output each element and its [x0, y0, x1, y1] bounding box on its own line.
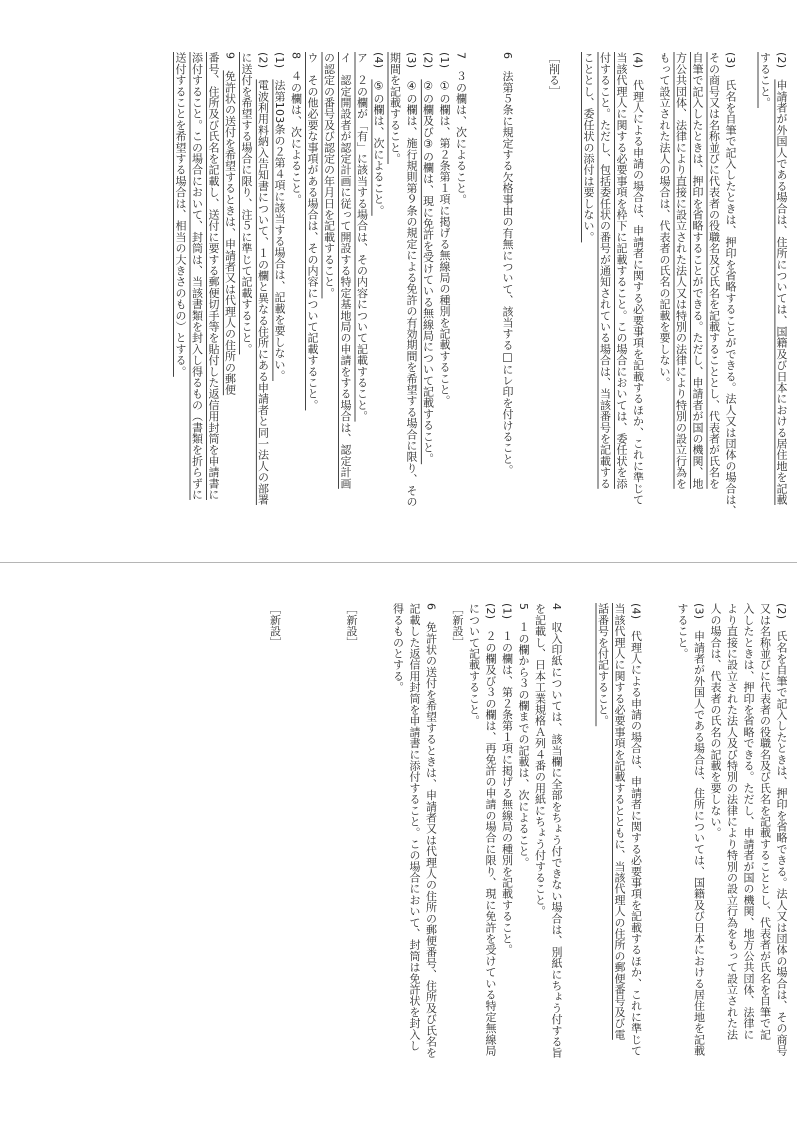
text-line [452, 52, 469, 205]
plain-text: (3) 申請者が外国人である場合は、住所については、国籍及び日本における居住地を記載 [692, 603, 706, 1056]
text-line [389, 603, 406, 693]
plain-text: (1) [273, 52, 286, 80]
underlined-text: すること。 [758, 52, 772, 108]
text-line [337, 52, 354, 489]
text-line [705, 52, 722, 489]
plain-text: (2) 氏名を自筆で記入したときは、押印を省略できる。法人又は団体の場合は、その商号 [775, 603, 788, 1056]
text-line [545, 52, 562, 97]
plain-text: 人の場合は、代表者の氏名の記載を要しない。 [709, 603, 722, 839]
plain-text: 7 ３の欄は、次によること。 [454, 52, 468, 205]
text-line [386, 52, 403, 164]
text-line [238, 52, 255, 354]
text-line [690, 603, 707, 1056]
plain-text: (4) 代理人による申請の場合は、申請者に関する必要事項を記載するほか、これに準じて [629, 603, 643, 1056]
text-line [320, 52, 337, 298]
underlined-text: ②の欄及び③の欄は、現に免許を受けている無線局について記載すること。 [421, 79, 435, 465]
text-line [531, 603, 548, 917]
text-line [627, 603, 644, 1056]
text-line [773, 603, 790, 1056]
plain-text: (3) ④の欄は、施行規則第９条の規定による免許の有効期間を希望する場合に限り、その [405, 52, 418, 507]
text-line [756, 52, 773, 108]
underlined-text: の認定の番号及び認定の年月日を記載すること。 [322, 52, 336, 299]
plain-text: 5 １の欄から３の欄までの記載は、次によること。 [517, 603, 530, 868]
plain-text: ［新設］ [451, 603, 464, 648]
text-line [499, 52, 516, 476]
plain-text: (4) [372, 52, 385, 80]
plain-text: (2) ２の欄及び３の欄は、再免許の申請の場合に限り、現に免許を受けている特定無線局 [484, 603, 497, 1056]
underlined-text: 送付することを希望する場合は、相当の大きさのもの）とする。 [174, 52, 187, 377]
underlined-text: 自筆で記入したときは、押印を省略することができる。ただし、申請者が国の機関、地 [691, 52, 704, 489]
plain-text: (3) 氏名を自筆で記入したときは、押印を省略することができる。法人又は団体の場合は、 [724, 52, 737, 517]
plain-text: すること。 [676, 603, 689, 659]
text-line [594, 603, 611, 726]
underlined-text: その商号又は名称並びに代表者の役職名及び氏名を記載することとし、代表者が氏名を [707, 52, 721, 489]
underlined-text: 添付すること。この場合において、封筒は、当該書類を封入し得るもの（書類を折らずに [190, 52, 204, 500]
plain-text: もって設立された法人の場合は、代表者の氏名の記載を要しない。 [658, 52, 671, 388]
section-divider [0, 562, 797, 563]
text-line [353, 52, 370, 422]
text-line [707, 603, 724, 838]
plain-text: 9 [223, 52, 237, 71]
plain-text: ［新設］ [268, 603, 282, 648]
plain-text: を記載し、日本工業規格Ａ列４番の用紙にちょう付すること。 [533, 603, 547, 917]
underlined-text: ア ２の欄が「有」に該当する場合は、その内容について記載すること。 [355, 52, 369, 422]
underlined-text: 期間を記載すること。 [388, 52, 402, 164]
text-line [221, 52, 238, 395]
text-line [515, 603, 532, 868]
underlined-text: イ 認定開設者が認定計画に従って開設する特定基地局の申請をする場合は、認定計画 [339, 52, 352, 489]
text-line [596, 52, 613, 489]
plain-text: (1) ①の欄は、第２条第１項に掲げる無線局の種別を記載すること。 [438, 52, 451, 407]
text-line [403, 52, 420, 507]
underlined-text: ⑤の欄は、次によること。 [372, 79, 385, 216]
text-line [172, 52, 189, 377]
underlined-text: ウ その他必要な事項がある場合は、その内容について記載すること。 [306, 52, 319, 411]
underlined-text: 付すること。ただし、包括委任状の番号が通知されている場合は、当該番号を記載する [598, 52, 612, 489]
text-line [422, 603, 439, 1058]
underlined-text: 当該代理人に関する必要事項を記載するとともに、当該代理人の住所の郵便番号及び電 [613, 603, 626, 1040]
text-line [773, 52, 790, 505]
text-line [304, 52, 321, 410]
plain-text: ［削る］ [547, 52, 561, 97]
plain-text: について記載すること。 [467, 603, 481, 727]
underlined-text: 当該代理人に関する必要事項を枠下に記載すること。この場合においては、委任状を添 [615, 52, 628, 489]
text-line [740, 603, 757, 1040]
underlined-text: に送付を希望する場合に限り、注５に準じて記載すること。 [240, 52, 253, 355]
plain-text: 6 法第５条に規定する欠格事由の有無について、該当する□にレ印を付けること。 [501, 52, 514, 476]
text-line [406, 603, 423, 1051]
text-line [419, 52, 436, 464]
plain-text: 又は名称並びに代表者の役職名及び氏名を記載することとし、代表者が氏名を自筆で記 [758, 603, 772, 1040]
text-line [266, 603, 283, 648]
current-text-columns [266, 603, 789, 1058]
text-line [482, 603, 499, 1056]
plain-text: (2) [256, 52, 270, 80]
underlined-text: 免許状の送付を希望するときは、申請者又は代理人の住所の郵便 [223, 70, 237, 396]
underlined-text: 電波利用料納入告知書について、１の欄と異なる住所にある申請者と同一法人の部署 [256, 79, 270, 505]
underlined-text: 申請者が外国人である場合は、住所については、国籍及び日本における居住地を記載 [775, 79, 788, 505]
plain-text: 8 ４の欄は、次によること。 [289, 52, 303, 205]
plain-text: 4 収入印紙については、該当欄に全部をちょう付できない場合は、別紙にちょう付する旨 [550, 603, 563, 1059]
text-line [629, 52, 646, 505]
plain-text: ［新設］ [345, 603, 358, 648]
text-line [756, 603, 773, 1040]
plain-text: (2) [421, 52, 435, 80]
text-line [370, 52, 387, 216]
text-line [254, 52, 271, 505]
text-line [436, 52, 453, 406]
text-line [722, 52, 739, 516]
text-line [343, 603, 360, 648]
text-line [449, 603, 466, 648]
text-line [656, 52, 673, 388]
text-line [465, 603, 482, 726]
amended-text-columns [172, 52, 790, 516]
text-line [287, 52, 304, 205]
plain-text: より直接に設立された法人及び特別の法律により特別の設立行為をもって設立された法 [725, 603, 739, 1040]
text-line [613, 52, 630, 489]
underlined-text: 番号、住所及び氏名を記載し、送付に要する郵便切手等を貼付した返信用封筒を申請書に [207, 52, 220, 500]
text-line [580, 52, 597, 242]
text-line [205, 52, 222, 500]
amended-text-section [0, 0, 797, 562]
underlined-text: 方公共団体、法律により直接に設立された法人又は特別の法律により特別の設立行為を [674, 52, 688, 489]
text-line [723, 603, 740, 1040]
text-line [188, 52, 205, 500]
text-line [674, 603, 691, 659]
plain-text: 得るものとする。 [391, 603, 405, 693]
text-line [548, 603, 565, 1058]
underlined-text: こととし、委任状の添付は要しない。 [582, 52, 595, 243]
underlined-text: 話番号を付記すること。 [596, 603, 610, 727]
plain-text: (4) 代理人による申請の場合は、申請者に関する必要事項を記載するほか、これに準じて [631, 52, 645, 505]
underlined-text: 法第103条の２第４項に該当する場合は、記載を要しない。 [273, 79, 286, 381]
plain-text: 入したときは、押印を省略できる。ただし、申請者が国の機関、地方公共団体、法律に [742, 603, 755, 1040]
text-line [672, 52, 689, 489]
plain-text: (2) [775, 52, 788, 80]
plain-text: 6 免許状の送付を希望するときは、申請者又は代理人の住所の郵便番号、住所及び氏名を [424, 603, 438, 1059]
text-line [271, 52, 288, 381]
text-line [611, 603, 628, 1040]
text-line [498, 603, 515, 955]
text-line [689, 52, 706, 489]
plain-text: (1) １の欄は、第２条第１項に掲げる無線局の種別を記載すること。 [500, 603, 514, 956]
current-text-section [0, 565, 797, 1128]
plain-text: 記載した返信用封筒を申請書に添付すること。この場合において、封筒は免許状を封入し [408, 603, 421, 1051]
